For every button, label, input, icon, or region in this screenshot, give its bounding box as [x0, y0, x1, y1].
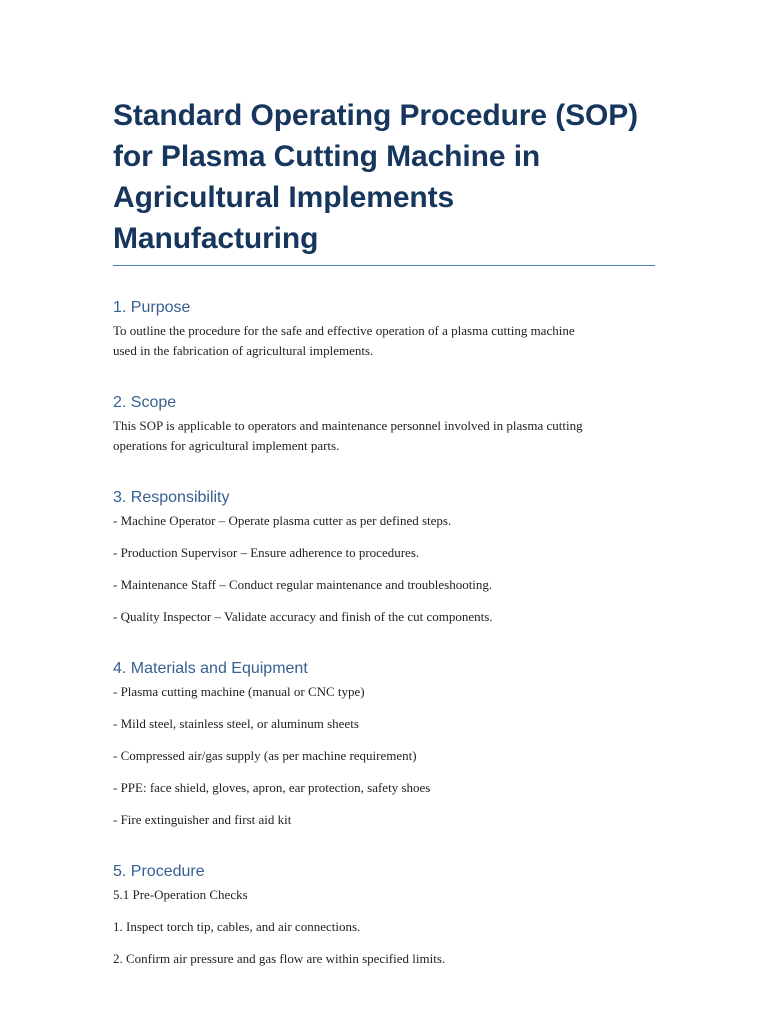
section-purpose: [113, 298, 655, 361]
section-heading-responsibility: 3. Responsibility: [113, 489, 230, 506]
section-heading-purpose: 1. Purpose: [113, 299, 191, 316]
section-materials: [113, 659, 655, 830]
section-heading-materials: 4. Materials and Equipment: [113, 660, 308, 677]
procedure-step: 1. Inspect torch tip, cables, and air connections.: [113, 919, 361, 934]
purpose-line: To outline the procedure for the safe and effective operation of a plasma cutting machine: [113, 323, 575, 338]
scope-line: This SOP is applicable to operators and maintenance personnel involved in plasma cutting: [113, 418, 583, 433]
section-scope: [113, 393, 655, 456]
purpose-line: used in the fabrication of agricultural implements.: [113, 343, 374, 358]
materials-item: - Compressed air/gas supply (as per machine requirement): [113, 748, 417, 763]
materials-item: - Plasma cutting machine (manual or CNC type): [113, 684, 365, 699]
section-heading-scope: 2. Scope: [113, 394, 177, 411]
document-page: [113, 95, 655, 981]
materials-item: - PPE: face shield, gloves, apron, ear protection, safety shoes: [113, 780, 431, 795]
document-title: Standard Operating Procedure (SOP) for Plasma Cutting Machine in Agricultural Implements Manufacturing: [113, 99, 639, 255]
procedure-subheading: 5.1 Pre-Operation Checks: [113, 887, 248, 902]
section-heading-procedure: 5. Procedure: [113, 863, 205, 880]
section-procedure: [113, 862, 655, 969]
section-responsibility: [113, 488, 655, 627]
scope-line: operations for agricultural implement parts.: [113, 438, 340, 453]
responsibility-item: - Maintenance Staff – Conduct regular maintenance and troubleshooting.: [113, 577, 493, 592]
materials-item: - Fire extinguisher and first aid kit: [113, 812, 292, 827]
procedure-step: 2. Confirm air pressure and gas flow are within specified limits.: [113, 951, 446, 966]
title-divider: [113, 265, 655, 266]
responsibility-item: - Production Supervisor – Ensure adherence to procedures.: [113, 545, 420, 560]
responsibility-item: - Quality Inspector – Validate accuracy and finish of the cut components.: [113, 609, 493, 624]
materials-item: - Mild steel, stainless steel, or aluminum sheets: [113, 716, 359, 731]
responsibility-item: - Machine Operator – Operate plasma cutter as per defined steps.: [113, 513, 452, 528]
